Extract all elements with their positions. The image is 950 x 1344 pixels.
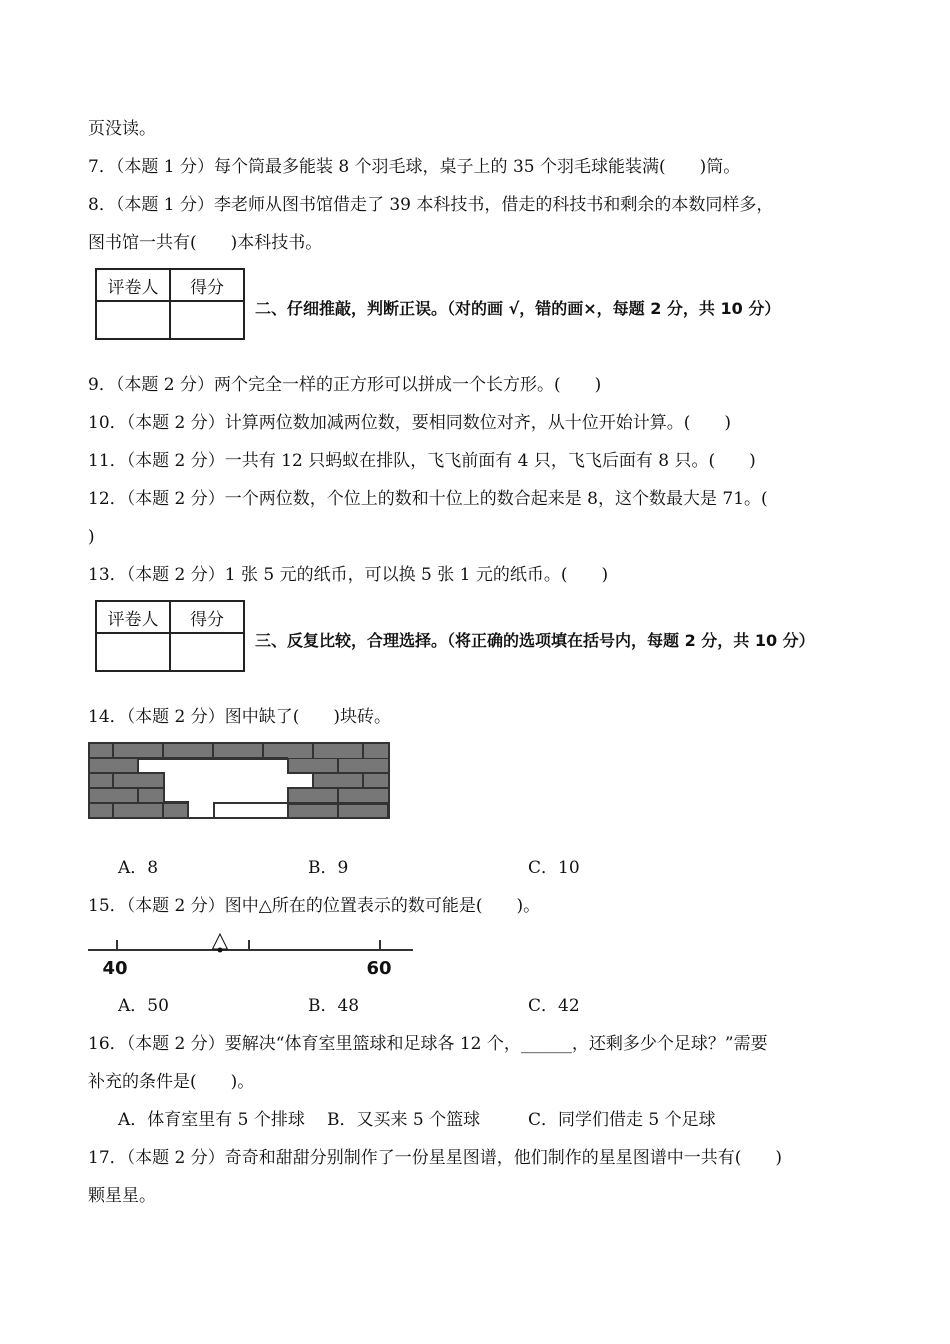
text-line: 页没读。 [88, 119, 156, 139]
q14-option-c: C．10 [528, 858, 580, 878]
q15-option-a: A．50 [118, 996, 169, 1016]
question-15: 15．（本题 2 分）图中△所在的位置表示的数可能是( )。 [88, 896, 541, 916]
question-8-cont: 图书馆一共有( )本科技书。 [88, 233, 323, 253]
q16-option-a: A．体育室里有 5 个排球 [118, 1110, 305, 1130]
question-13: 13．（本题 2 分）1 张 5 元的纸币，可以换 5 张 1 元的纸币。( ) [88, 565, 609, 585]
question-16-cont: 补充的条件是( )。 [88, 1072, 255, 1092]
question-9: 9．（本题 2 分）两个完全一样的正方形可以拼成一个长方形。( ) [88, 375, 602, 395]
score-box [95, 268, 245, 340]
q14-option-b: B．9 [308, 858, 349, 878]
question-17: 17．（本题 2 分）奇奇和甜甜分别制作了一份星星图谱，他们制作的星星图谱中一共有( ) [88, 1148, 783, 1168]
score-box-cell [96, 301, 170, 339]
section-3-title: 三、反复比较，合理选择。（将正确的选项填在括号内，每题 2 分，共 10 分） [255, 631, 815, 650]
q14-option-a: A．8 [118, 858, 159, 878]
question-11: 11．（本题 2 分）一共有 12 只蚂蚁在排队，飞飞前面有 4 只，飞飞后面有 8 只。( ) [88, 451, 756, 471]
question-17-cont: 颗星星。 [88, 1186, 156, 1206]
q15-option-b: B．48 [308, 996, 360, 1016]
question-7: 7．（本题 1 分）每个筒最多能装 8 个羽毛球，桌子上的 35 个羽毛球能装满( )筒。 [88, 157, 741, 177]
label-60: 60 [366, 958, 392, 979]
question-12-cont: ) [88, 527, 95, 547]
section-2-title: 二、仔细推敲，判断正误。（对的画 √，错的画×，每题 2 分，共 10 分） [255, 299, 781, 318]
q16-option-b: B．又买来 5 个篮球 [327, 1110, 481, 1130]
triangle-marker: △ [211, 928, 229, 953]
brick-wall-figure [88, 742, 392, 820]
q16-option-c: C．同学们借走 5 个足球 [528, 1110, 716, 1130]
label-40: 40 [102, 958, 128, 979]
question-12: 12．（本题 2 分）一个两位数，个位上的数和十位上的数合起来是 8，这个数最大是 71。( [88, 489, 768, 509]
score-box-cell [170, 301, 244, 339]
score-box-cell [96, 633, 170, 671]
question-16: 16．（本题 2 分）要解决“体育室里篮球和足球各 12 个，______，还剩多少个足球？”需要 [88, 1034, 768, 1054]
score-box-cell [170, 633, 244, 671]
question-10: 10．（本题 2 分）计算两位数加减两位数，要相同数位对齐，从十位开始计算。( ) [88, 413, 732, 433]
question-14: 14．（本题 2 分）图中缺了( )块砖。 [88, 707, 392, 727]
score-box-score: 得分 [170, 601, 244, 633]
question-8: 8．（本题 1 分）李老师从图书馆借走了 39 本科技书，借走的科技书和剩余的本数同样多， [88, 195, 774, 215]
score-box-score: 得分 [170, 269, 244, 301]
score-box-grader: 评卷人 [96, 269, 170, 301]
number-line-figure [85, 926, 420, 982]
q15-option-c: C．42 [528, 996, 580, 1016]
score-box-grader: 评卷人 [96, 601, 170, 633]
score-box [95, 600, 245, 672]
